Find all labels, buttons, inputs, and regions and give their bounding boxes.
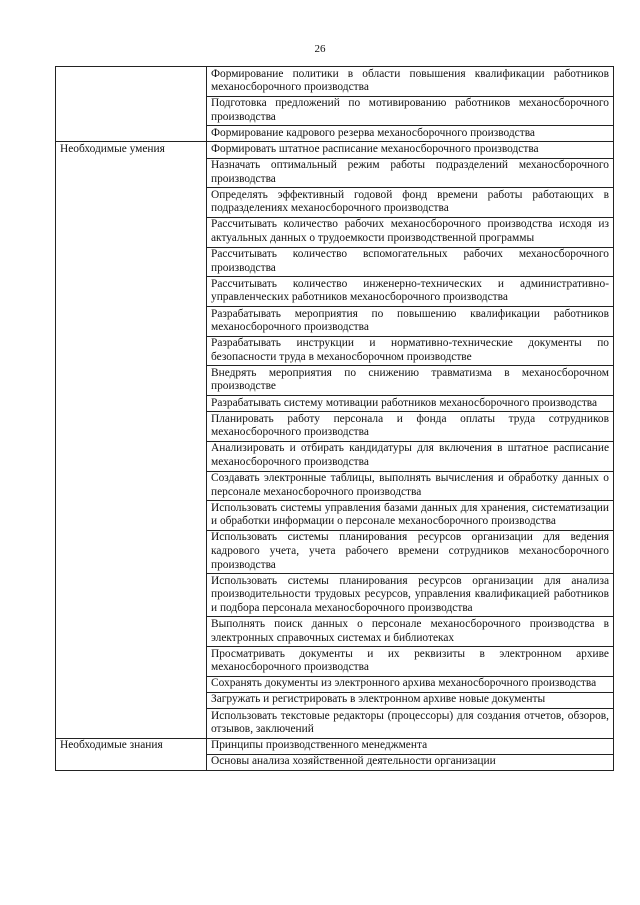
table-cell-item: Использовать текстовые редакторы (процессоры) для создания отчетов, обзоров, отзывов, заключений (207, 709, 614, 739)
table-row (56, 142, 614, 158)
competency-table (55, 66, 614, 771)
table-cell-item: Разрабатывать мероприятия по повышению квалификации работников механосборочного производства (207, 307, 614, 337)
table-cell-item: Формирование кадрового резерва механосборочного производства (207, 126, 614, 142)
table-cell-item: Основы анализа хозяйственной деятельности организации (207, 754, 614, 770)
table-body (56, 67, 614, 771)
table-cell-item: Выполнять поиск данных о персонале механосборочного производства в электронных справочных системах и библиотеках (207, 617, 614, 647)
table-cell-item: Загружать и регистрировать в электронном архиве новые документы (207, 692, 614, 708)
table-cell-item: Использовать системы планирования ресурсов организации для анализа производительности трудовых ресурсов, управления квалификацией работников и подбора персонала механосборочного производства (207, 574, 614, 617)
table-cell-item: Определять эффективный годовой фонд времени работы работающих в подразделениях механосборочного производства (207, 188, 614, 218)
table-cell-item: Принципы производственного менеджмента (207, 738, 614, 754)
table-cell-item: Использовать системы планирования ресурсов организации для ведения кадрового учета, учета рабочего времени сотрудников механосборочного производства (207, 530, 614, 573)
section-label (56, 67, 207, 142)
table-cell-item: Использовать системы управления базами данных для хранения, систематизации и обработки информации о персонале механосборочного производства (207, 501, 614, 531)
table-cell-item: Внедрять мероприятия по снижению травматизма в механосборочном производстве (207, 366, 614, 396)
table-cell-item: Анализировать и отбирать кандидатуры для включения в штатное расписание механосборочного производства (207, 441, 614, 471)
table-cell-item: Формировать штатное расписание механосборочного производства (207, 142, 614, 158)
table-row (56, 738, 614, 754)
table-cell-item: Назначать оптимальный режим работы подразделений механосборочного производства (207, 158, 614, 188)
table-cell-item: Планировать работу персонала и фонда оплаты труда сотрудников механосборочного производства (207, 412, 614, 442)
table-cell-item: Подготовка предложений по мотивированию работников механосборочного производства (207, 96, 614, 126)
table-cell-item: Создавать электронные таблицы, выполнять вычисления и обработку данных о персонале механосборочного производства (207, 471, 614, 501)
table-cell-item: Сохранять документы из электронного архива механосборочного производства (207, 676, 614, 692)
section-label: Необходимые умения (56, 142, 207, 738)
table-cell-item: Разрабатывать систему мотивации работников механосборочного производства (207, 396, 614, 412)
table-cell-item: Просматривать документы и их реквизиты в электронном архиве механосборочного производства (207, 647, 614, 677)
table-cell-item: Рассчитывать количество рабочих механосборочного производства исходя из актуальных данных о трудоемкости производственной программы (207, 217, 614, 247)
section-label: Необходимые знания (56, 738, 207, 770)
page-number: 26 (314, 43, 326, 55)
table-cell-item: Рассчитывать количество инженерно-технических и административно-управленческих работников механосборочного производства (207, 277, 614, 307)
table-cell-item: Разрабатывать инструкции и нормативно-технические документы по безопасности труда в механосборочном производстве (207, 336, 614, 366)
table-cell-item: Рассчитывать количество вспомогательных рабочих механосборочного производства (207, 247, 614, 277)
table-cell-item: Формирование политики в области повышения квалификации работников механосборочного производства (207, 67, 614, 97)
table-row (56, 67, 614, 97)
